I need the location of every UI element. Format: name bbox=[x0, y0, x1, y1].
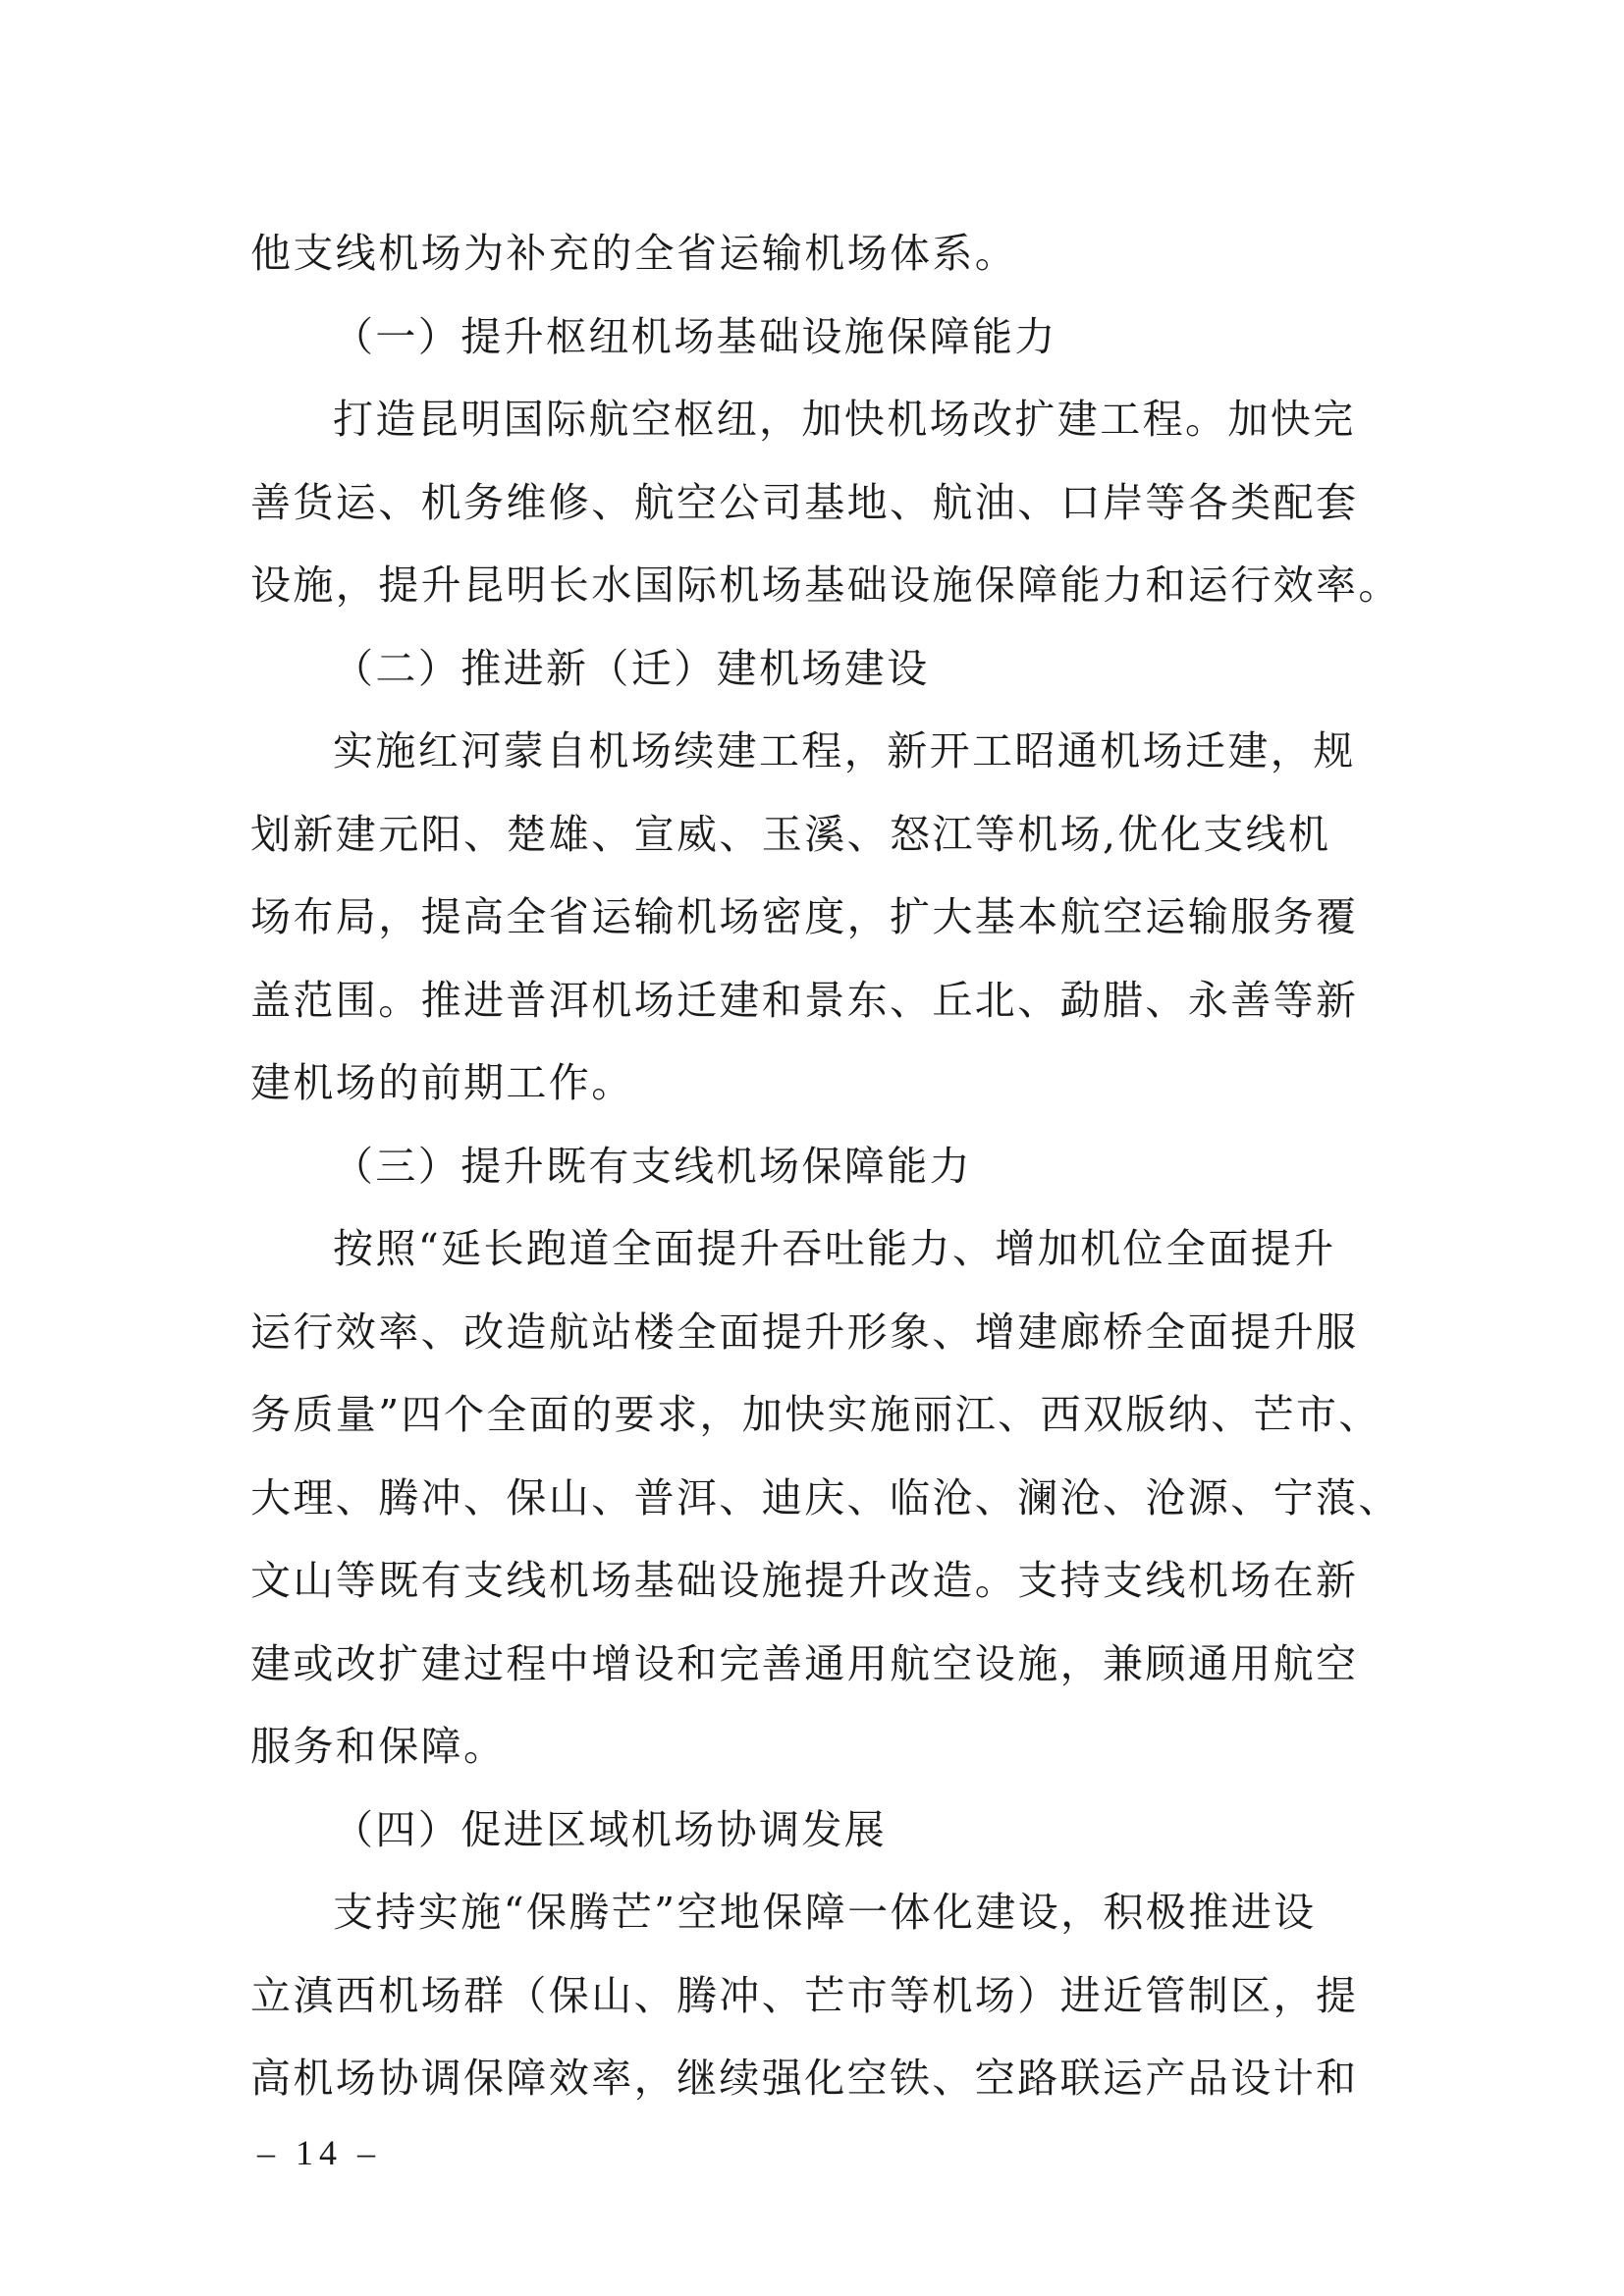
section-heading: （四）促进区域机场协调发展 bbox=[333, 1805, 888, 1853]
paragraph-line: 建或改扩建过程中增设和完善通用航空设施，兼顾通用航空 bbox=[250, 1639, 1359, 1687]
page-number: – 14 – bbox=[257, 2133, 381, 2172]
paragraph-line: 高机场协调保障效率，继续强化空铁、空路联运产品设计和 bbox=[250, 2055, 1359, 2102]
paragraph-line: 大理、腾冲、保山、普洱、迪庆、临沧、澜沧、沧源、宁蒗、 bbox=[250, 1473, 1401, 1522]
document-body bbox=[250, 212, 1409, 2120]
paragraph-line: 场布局，提高全省运输机场密度，扩大基本航空运输服务覆 bbox=[250, 893, 1359, 940]
paragraph-line: 运行效率、改造航站楼全面提升形象、增建廊桥全面提升服 bbox=[250, 1308, 1359, 1356]
paragraph-line: 盖范围。推进普洱机场迁建和景东、丘北、勐腊、永善等新 bbox=[250, 976, 1359, 1024]
paragraph-line: 服务和保障。 bbox=[250, 1723, 507, 1770]
section-heading: （二）推进新（迁）建机场建设 bbox=[333, 644, 930, 692]
paragraph-line: 划新建元阳、楚雄、宣威、玉溪、怒江等机场,优化支线机 bbox=[250, 810, 1331, 858]
paragraph-line: 立滇西机场群（保山、腾冲、芒市等机场）进近管制区，提 bbox=[250, 1971, 1359, 2019]
section-heading: （三）提升既有支线机场保障能力 bbox=[333, 1142, 972, 1190]
paragraph-line: 他支线机场为补充的全省运输机场体系。 bbox=[250, 230, 1018, 277]
paragraph-line: 实施红河蒙自机场续建工程，新开工昭通机场迁建，规 bbox=[333, 727, 1356, 774]
section-heading: （一）提升枢纽机场基础设施保障能力 bbox=[333, 312, 1057, 360]
paragraph-line: 设施，提升昆明长水国际机场基础设施保障能力和运行效率。 bbox=[250, 561, 1401, 609]
paragraph-line: 按照“延长跑道全面提升吞吐能力、增加机位全面提升 bbox=[333, 1225, 1336, 1272]
paragraph-line: 支持实施“保腾芒”空地保障一体化建设，积极推进设 bbox=[333, 1889, 1317, 1936]
paragraph-line: 打造昆明国际航空枢纽，加快机场改扩建工程。加快完 bbox=[333, 396, 1356, 443]
paragraph-line: 务质量”四个全面的要求，加快实施丽江、西双版纳、芒市、 bbox=[250, 1391, 1381, 1438]
paragraph-line: 建机场的前期工作。 bbox=[250, 1059, 634, 1106]
paragraph-line: 文山等既有支线机场基础设施提升改造。支持支线机场在新 bbox=[250, 1557, 1359, 1604]
paragraph-line: 善货运、机务维修、航空公司基地、航油、口岸等各类配套 bbox=[250, 478, 1359, 526]
